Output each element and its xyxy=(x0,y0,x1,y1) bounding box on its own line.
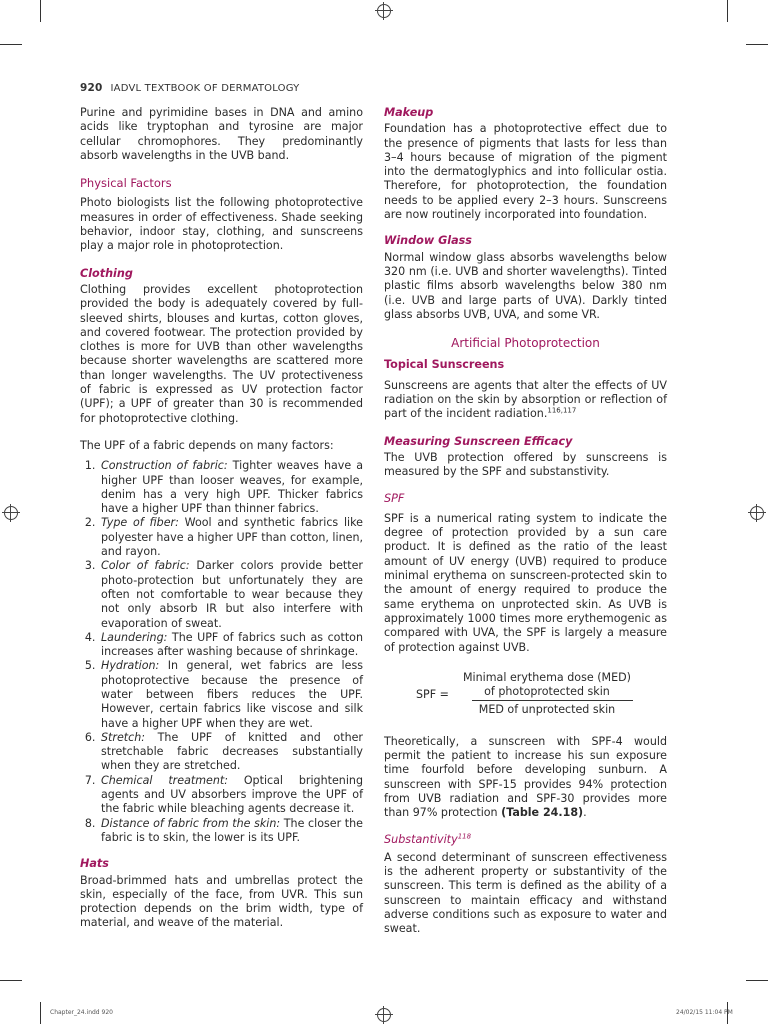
factor-term: Hydration: xyxy=(101,659,160,673)
factor-term: Type of fiber: xyxy=(101,516,179,530)
formula-numerator-line1: Minimal erythema dose (MED) xyxy=(462,670,631,684)
crop-mark xyxy=(0,44,22,45)
running-head xyxy=(80,82,300,94)
list-item xyxy=(99,516,363,559)
factor-term: Laundering: xyxy=(101,630,168,644)
physical-factors-paragraph: Photo biologists list the following photoprotective measures in order of effectiveness. Shade seeking behavior, indoor stay, clothing, and sunscreens play a major role in photoprotection. xyxy=(80,196,363,253)
substantivity-heading xyxy=(384,833,667,847)
theory-end: . xyxy=(583,806,587,820)
page-number: 920 xyxy=(80,82,103,94)
substantivity-paragraph: A second determinant of sunscreen effectiveness is the adherent property or substantivity of the sunscreen. This term is defined as the ability of a sunscreen to maintain efficacy and withstand adverse conditions such as exposure to water and sweat. xyxy=(384,850,667,936)
makeup-paragraph: Foundation has a photoprotective effect due to the presence of pigments that lasts for less than 3–4 hours because of migration of the pigment into the dermatoglyphics and into follicular ostia. Therefore, for photoprotection, the foundation needs to be applied every 2–3 hours. Sunscreens are now routinely incorporated into foundation. xyxy=(384,122,667,222)
upf-factor-list xyxy=(80,459,363,845)
crop-mark xyxy=(727,0,728,22)
factor-text: The closer the fabric is to skin, the lower is its UPF. xyxy=(101,816,363,844)
list-item xyxy=(99,559,363,630)
list-item xyxy=(99,659,363,730)
hats-paragraph: Broad-brimmed hats and umbrellas protect the skin, especially of the face, from UVR. This sun protection depends on the brim width, type of material, and weave of the material. xyxy=(80,873,363,930)
clothing-heading: Clothing xyxy=(80,266,133,280)
factor-term: Stretch: xyxy=(101,730,145,744)
footer-timestamp: 24/02/15 11:04 PM xyxy=(676,1009,733,1016)
list-item xyxy=(99,774,363,817)
registration-mark-icon xyxy=(750,506,764,520)
measuring-efficacy-heading: Measuring Sunscreen Efficacy xyxy=(384,434,573,448)
factor-text: Tighter weaves have a higher UPF than looser weaves, for example, denim has a very high UPF. Thicker fabrics have a higher UPF than thinner fabrics. xyxy=(101,459,363,516)
crop-mark xyxy=(746,44,768,45)
factor-text: Optical brightening agents and UV absorbers improve the UPF of the fabric while bleaching agents decrease it. xyxy=(101,773,363,816)
factor-text: In general, wet fabrics are less photoprotective because the presence of water between fibers reduces the UPF. However, certain fabrics like viscose and silk have a higher UPF when they are wet. xyxy=(101,659,363,730)
list-item xyxy=(99,817,363,846)
topical-sunscreens-paragraph xyxy=(384,379,667,422)
makeup-heading: Makeup xyxy=(384,106,434,119)
topical-sunscreens-heading: Topical Sunscreens xyxy=(384,358,505,372)
citation-ref: 116,117 xyxy=(547,406,577,415)
formula-numerator-line2: of photoprotected skin xyxy=(484,684,610,698)
substantivity-title: Substantivity xyxy=(384,832,458,846)
formula-lhs: SPF = xyxy=(416,687,449,701)
left-column xyxy=(80,106,363,931)
registration-mark-icon xyxy=(377,4,391,18)
factor-text: Darker colors provide better photo-protection but unfortunately they are often not comfortable to wear because they not only absorb IR but also interfere with evaporation of sweat. xyxy=(101,559,363,630)
spf-heading: SPF xyxy=(384,491,405,505)
crop-mark xyxy=(0,980,22,981)
registration-mark-icon xyxy=(377,1008,391,1022)
theory-text: Theoretically, a sunscreen with SPF-4 would permit the patient to increase his sun exposure time fourfold before developing sunburn. A sunscreen with SPF-15 provides 94% protection from UVB radiation and SPF-30 provides more than 97% protection xyxy=(384,734,667,820)
factor-text: Wool and synthetic fabrics like polyester have a higher UPF than cotton, linen, and rayon. xyxy=(101,516,364,559)
factor-term: Construction of fabric: xyxy=(101,459,228,473)
factor-text: The UPF of fabrics such as cotton increases after washing because of shrinkage. xyxy=(101,630,363,659)
spf-formula xyxy=(384,671,667,719)
factor-term: Distance of fabric from the skin: xyxy=(101,816,281,830)
factor-term: Chemical treatment: xyxy=(101,773,228,787)
crop-mark xyxy=(40,1002,41,1024)
registration-mark-icon xyxy=(4,506,18,520)
factor-term: Color of fabric: xyxy=(101,559,190,573)
theory-paragraph xyxy=(384,735,667,821)
list-item xyxy=(99,731,363,774)
topical-sunscreens-text: Sunscreens are agents that alter the effects of UV radiation on the skin by absorption or reflection of part of the incident radiation. xyxy=(384,378,667,421)
citation-ref: 118 xyxy=(457,831,472,840)
intro-paragraph: Purine and pyrimidine bases in DNA and amino acids like tryptophan and tyrosine are major cellular chromophores. They predominantly absorb wavelengths in the UVB band. xyxy=(80,106,363,162)
table-reference: (Table 24.18) xyxy=(501,806,584,820)
window-glass-paragraph: Normal window glass absorbs wavelengths below 320 nm (i.e. UVB and shorter wavelengths). Tinted plastic films absorb wavelengths below 380 nm (i.e. UVB and large parts of UVA). Darkly tinted glass absorbs UVB, UVA, and some VR. xyxy=(384,250,667,321)
measuring-efficacy-paragraph: The UVB protection offered by sunscreens is measured by the SPF and substanstivity. xyxy=(384,450,667,479)
list-item xyxy=(99,459,363,516)
book-title: IADVL TEXTBOOK OF DERMATOLOGY xyxy=(110,83,300,94)
formula-denominator: MED of unprotected skin xyxy=(478,702,616,716)
clothing-paragraph: Clothing provides excellent photoprotection provided the body is adequately covered by full-sleeved shirts, blouses and kurtas, cotton gloves, and covered footwear. The protection provided by clothes is more for UVB than other wavelengths because shorter wavelengths are scattered more than longer wavelengths. The UV protectiveness of fabric is expressed as UV protection factor (UPF); a UPF of greater than 30 is recommended for photoprotective clothing. xyxy=(80,282,363,425)
fraction-bar xyxy=(472,700,633,701)
right-column xyxy=(384,106,667,937)
physical-factors-heading: Physical Factors xyxy=(80,176,172,191)
window-glass-heading: Window Glass xyxy=(384,234,472,248)
factor-text: The UPF of knitted and other stretchable fabric decreases substantially when they are stretched. xyxy=(101,730,363,773)
crop-mark xyxy=(40,0,41,22)
footer-file: Chapter_24.indd 920 xyxy=(50,1009,113,1016)
artificial-photoprotection-heading: Artificial Photoprotection xyxy=(451,336,600,351)
upf-list-intro: The UPF of a fabric depends on many factors: xyxy=(80,438,334,452)
hats-heading: Hats xyxy=(80,857,109,871)
crop-mark xyxy=(746,980,768,981)
spf-paragraph: SPF is a numerical rating system to indicate the degree of protection provided by a sun care product. It is defined as the ratio of the least amount of UV energy (UVB) required to produce minimal erythema on sunscreen-protected skin to the amount of energy required to produce the same erythema on unprotected skin. As UVB is approximately 1000 times more erythemogenic as compared with UVA, the SPF is largely a measure of protection against UVB. xyxy=(384,511,667,654)
list-item xyxy=(99,631,363,660)
